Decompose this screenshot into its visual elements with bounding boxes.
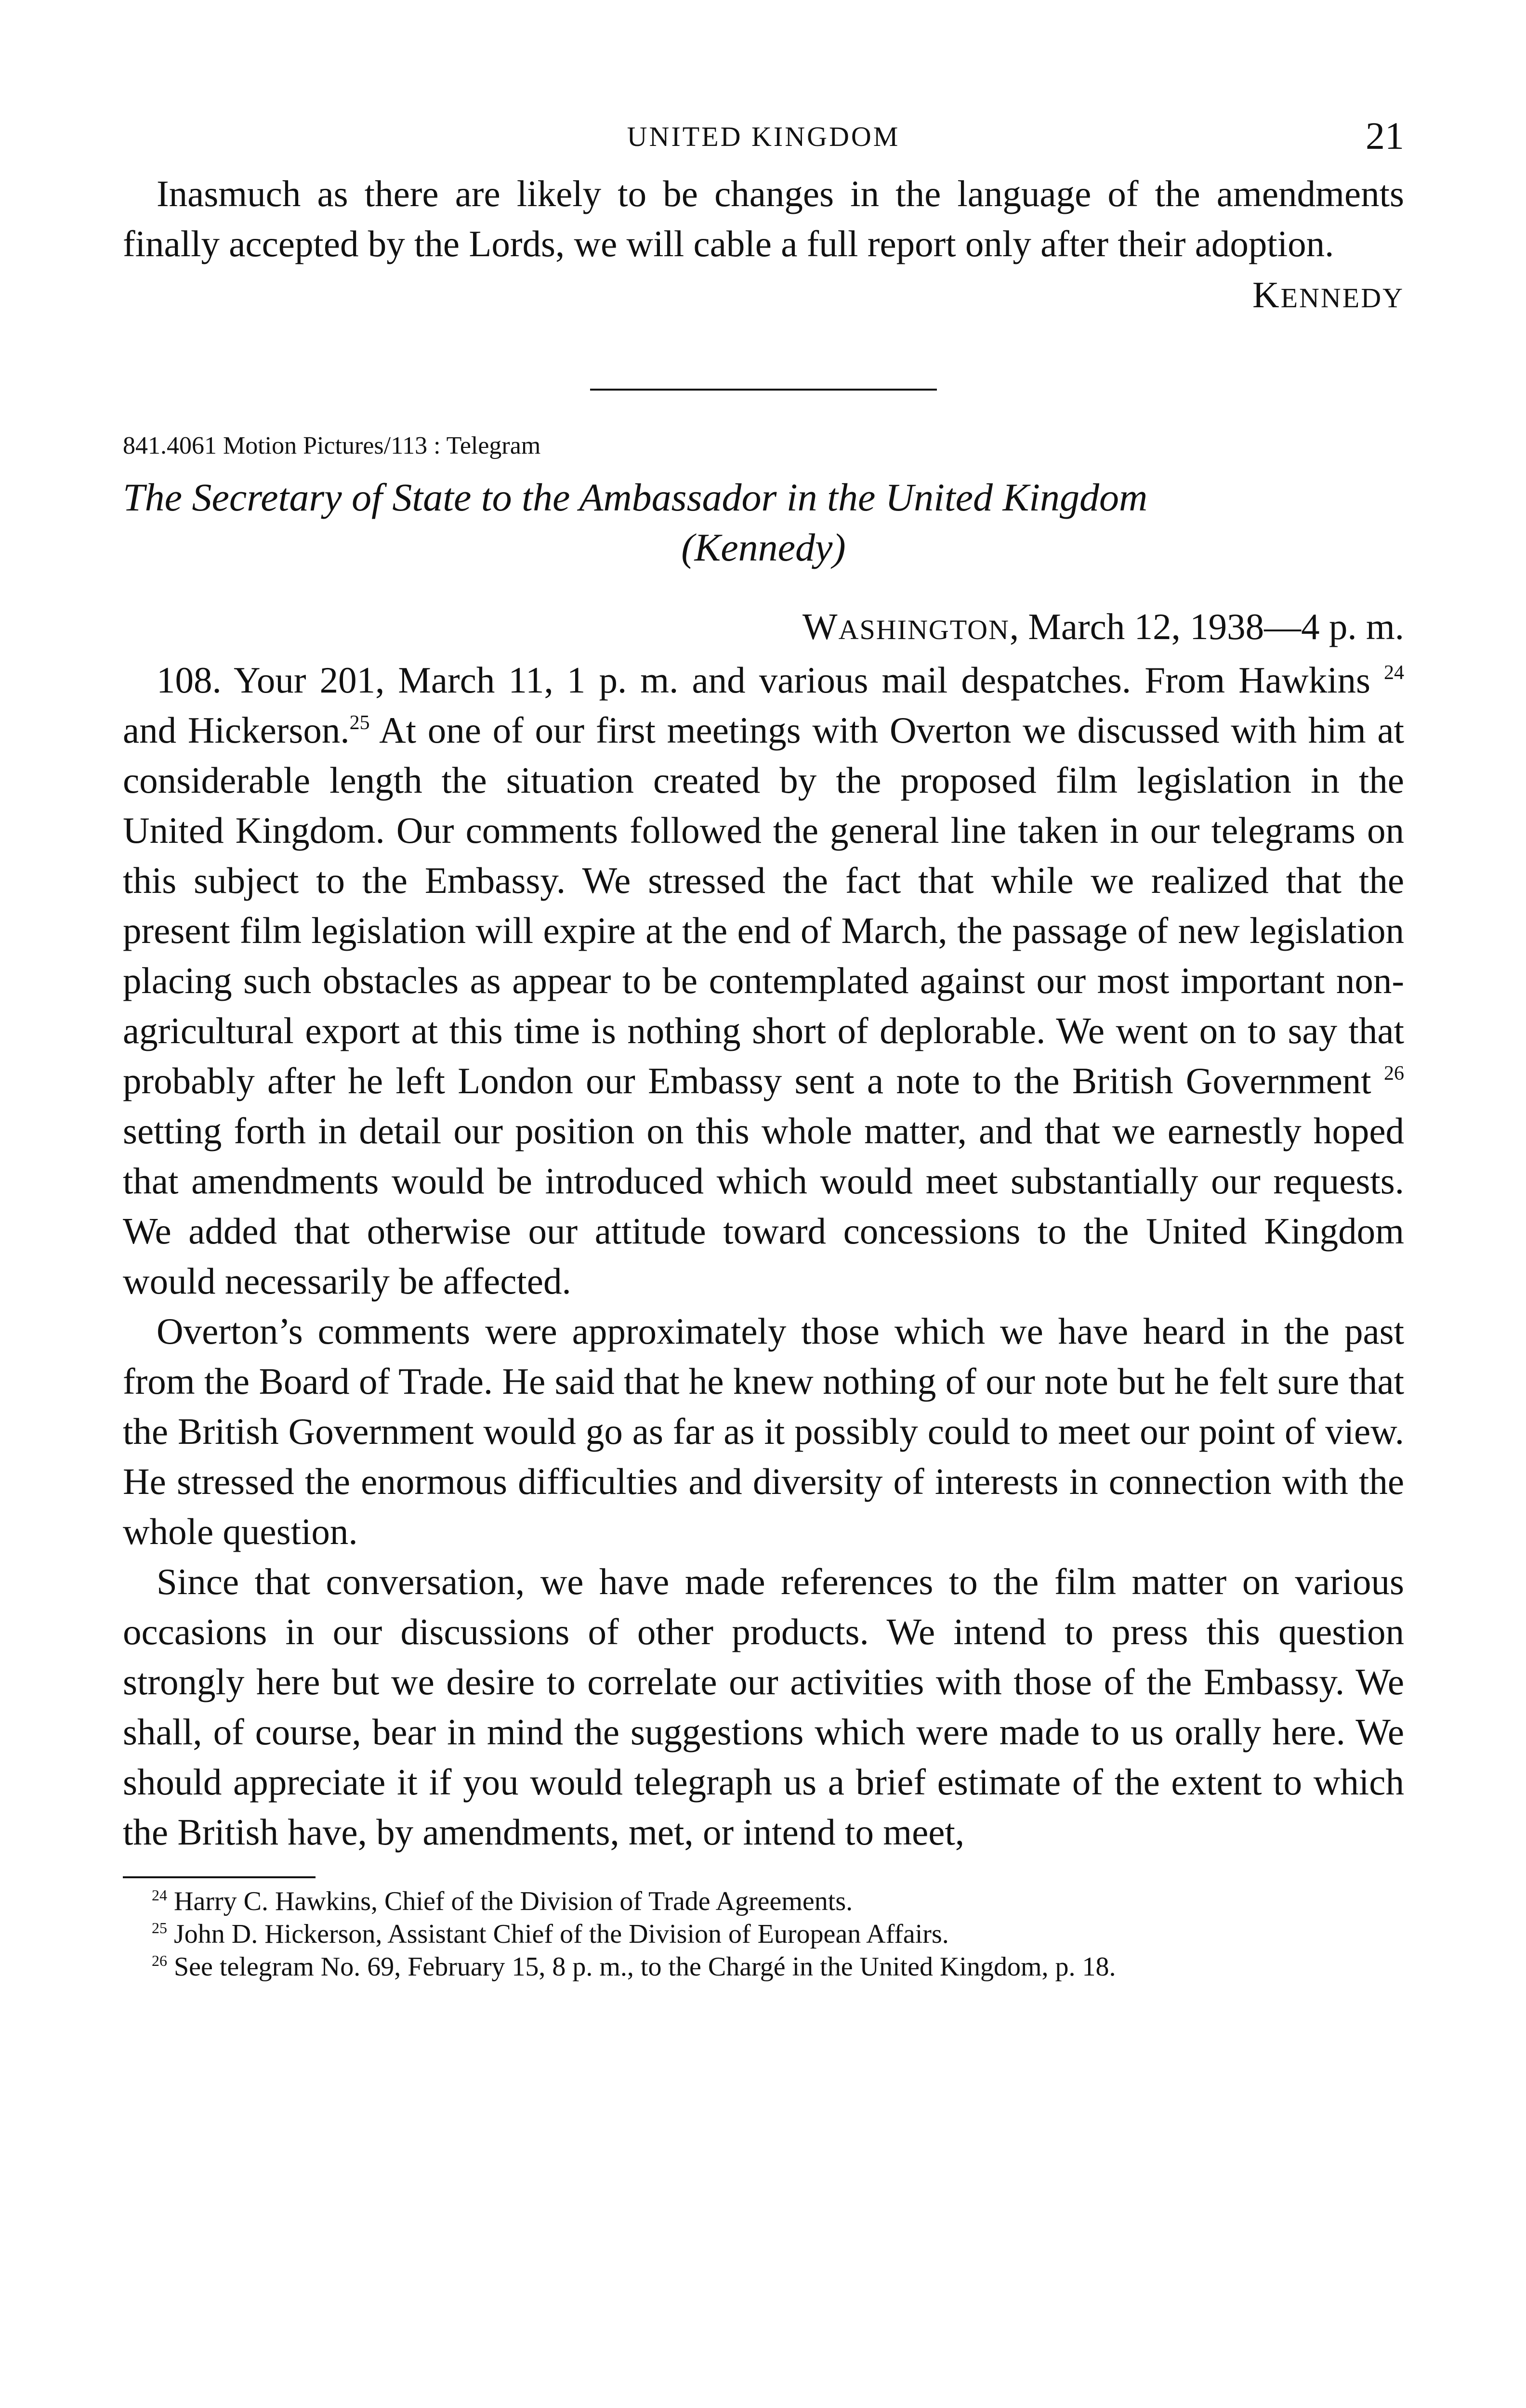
footnote-25 xyxy=(123,1918,1404,1950)
running-head-title: UNITED KINGDOM xyxy=(627,121,900,152)
body-text: At one of our first meetings with Overton we discussed with him at considerable length the situation created by the proposed film legislation in the United Kingdom. Our comments followed the general line taken in our telegrams on this subject to the Embassy. We stressed the fact that while we realized that the present film legislation will expire at the end of March, the passage of new legislation placing such obstacles as appear to be contemplated against our most important non-agricultural export at this time is nothing short of deplorable. We went on to say that probably after he left London our Embassy sent a note to the British Government xyxy=(123,709,1404,1101)
footnote-text: Harry C. Hawkins, Chief of the Division of Trade Agreements. xyxy=(174,1886,853,1916)
signature-initial: K xyxy=(1252,274,1281,315)
footnote-24 xyxy=(123,1885,1404,1918)
document-title xyxy=(123,472,1404,573)
page-number: 21 xyxy=(1366,115,1404,157)
section-divider xyxy=(590,389,937,391)
footnote-ref: 25 xyxy=(349,712,370,734)
signature xyxy=(123,274,1404,316)
dateline xyxy=(123,602,1404,655)
footnote-ref: 24 xyxy=(1384,662,1404,684)
body-paragraph-2: Overton’s comments were approximately those which we have heard in the past from the Board of Trade. He said that he knew nothing of our note but he felt sure that the British Government would go as far as it possibly could to meet our point of view. He stressed the enormous difficulties and diversity of interests in connection with the whole question. xyxy=(123,1310,1404,1552)
dateline-place-initial: W xyxy=(802,606,839,647)
signature-rest: ENNEDY xyxy=(1280,282,1404,314)
footnote-number: 25 xyxy=(152,1919,167,1937)
body-text: 108. Your 201, March 11, 1 p. m. and various mail despatches. From Hawkins xyxy=(157,659,1384,701)
file-reference: 841.4061 Motion Pictures/113 : Telegram xyxy=(123,432,541,459)
footnote-number: 24 xyxy=(152,1886,167,1904)
footnote-ref: 26 xyxy=(1384,1062,1404,1085)
running-head xyxy=(123,115,1404,169)
document-page xyxy=(123,115,1404,1983)
footnotes xyxy=(123,1885,1404,1983)
document-title-line1: The Secretary of State to the Ambassador in the United Kingdom xyxy=(123,475,1148,519)
document-title-line2: (Kennedy) xyxy=(681,525,846,569)
body-paragraph-1 xyxy=(123,655,1404,1306)
footnote-number: 26 xyxy=(152,1952,167,1969)
body-text: setting forth in detail our position on this whole matter, and that we earnestly hoped that amendments would be introduced which would meet substantially our requests. We added that otherwise our attitude toward concessions to the United Kingdom would necessarily be affected. xyxy=(123,1110,1404,1302)
dateline-place-rest: ASHINGTON xyxy=(838,614,1010,645)
footnote-text: John D. Hickerson, Assistant Chief of the Division of European Affairs. xyxy=(174,1919,949,1949)
footnote-26 xyxy=(123,1950,1404,1983)
body-text: and Hickerson. xyxy=(123,709,350,751)
body-paragraph-3: Since that conversation, we have made references to the film matter on various occasions in our discussions of other products. We intend to press this question strongly here but we desire to correlate our activities with those of the Embassy. We shall, of course, bear in mind the suggestions which were made to us orally here. We should appreciate it if you would telegraph us a brief estimate of the extent to which the British have, by amendments, met, or intend to meet, xyxy=(123,1561,1404,1853)
dateline-date: , March 12, 1938—4 p. m. xyxy=(1009,606,1404,647)
footnote-text: See telegram No. 69, February 15, 8 p. m., to the Chargé in the United Kingdom, p. 18. xyxy=(174,1952,1116,1982)
carryover-paragraph: Inasmuch as there are likely to be changes in the language of the amendments finally accepted by the Lords, we will cable a full report only after their adoption. xyxy=(123,173,1404,264)
footnote-divider xyxy=(123,1876,316,1878)
